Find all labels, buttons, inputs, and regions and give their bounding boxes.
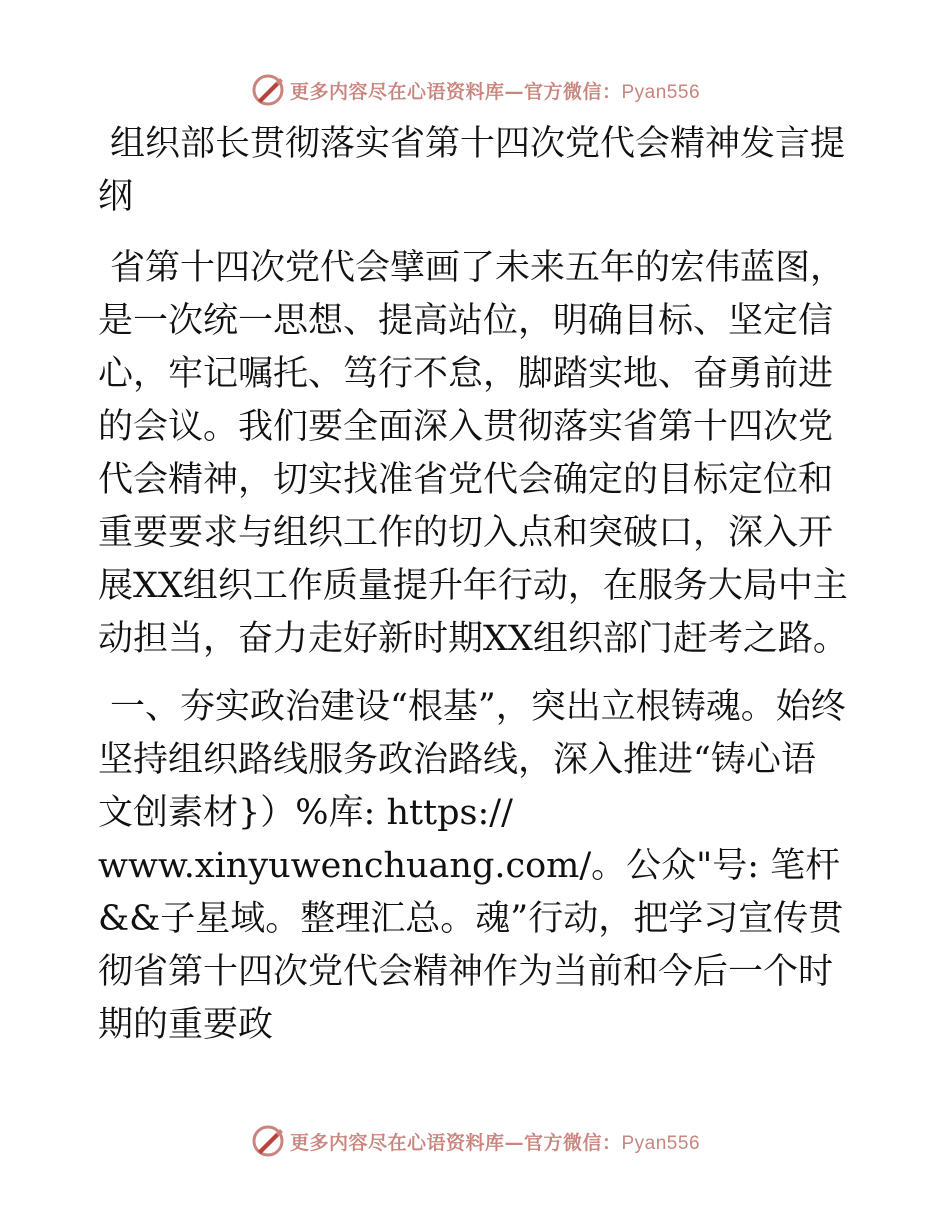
- footer-watermark: [0, 1121, 950, 1161]
- pen-logo-icon: [250, 1123, 286, 1159]
- pen-logo-icon: [250, 72, 286, 108]
- paragraph-intro: 省第十四次党代会擘画了未来五年的宏伟蓝图，是一次统一思想、提高站位，明确目标、坚定信心，牢记嘱托、笃行不怠，脚踏实地、奋勇前进的会议。我们要全面深入贯彻落实省第十四次党代会精神，切实找准省党代会确定的目标定位和重要要求与组织工作的切入点和突破口，深入开展XX组织工作质量提升年行动，在服务大局中主动担当，奋力走好新时期XX组织部门赶考之路。: [98, 248, 848, 659]
- paragraph-section-one: 一、夯实政治建设“根基”，突出立根铸魂。始终坚持组织路线服务政治路线，深入推进“铸心语文创素材}）%库: https://: [98, 687, 846, 833]
- document-title: 组织部长贯彻落实省第十四次党代会精神发言提纲: [98, 124, 846, 217]
- watermark-text: 更多内容尽在心语资料库—官方微信：Pyan556: [289, 1131, 701, 1154]
- watermark-text: 更多内容尽在心语资料库—官方微信：Pyan556: [289, 80, 701, 103]
- paragraph-section-one-continued: www.xinyuwenchuang.com/。公众"号: 笔杆&&子星域。整理汇总。魂”行动，把学习宣传贯彻省第十四次党代会精神作为当前和今后一个时期的重要政: [98, 846, 844, 1045]
- header-watermark: [0, 70, 950, 110]
- document-body: [98, 118, 850, 1052]
